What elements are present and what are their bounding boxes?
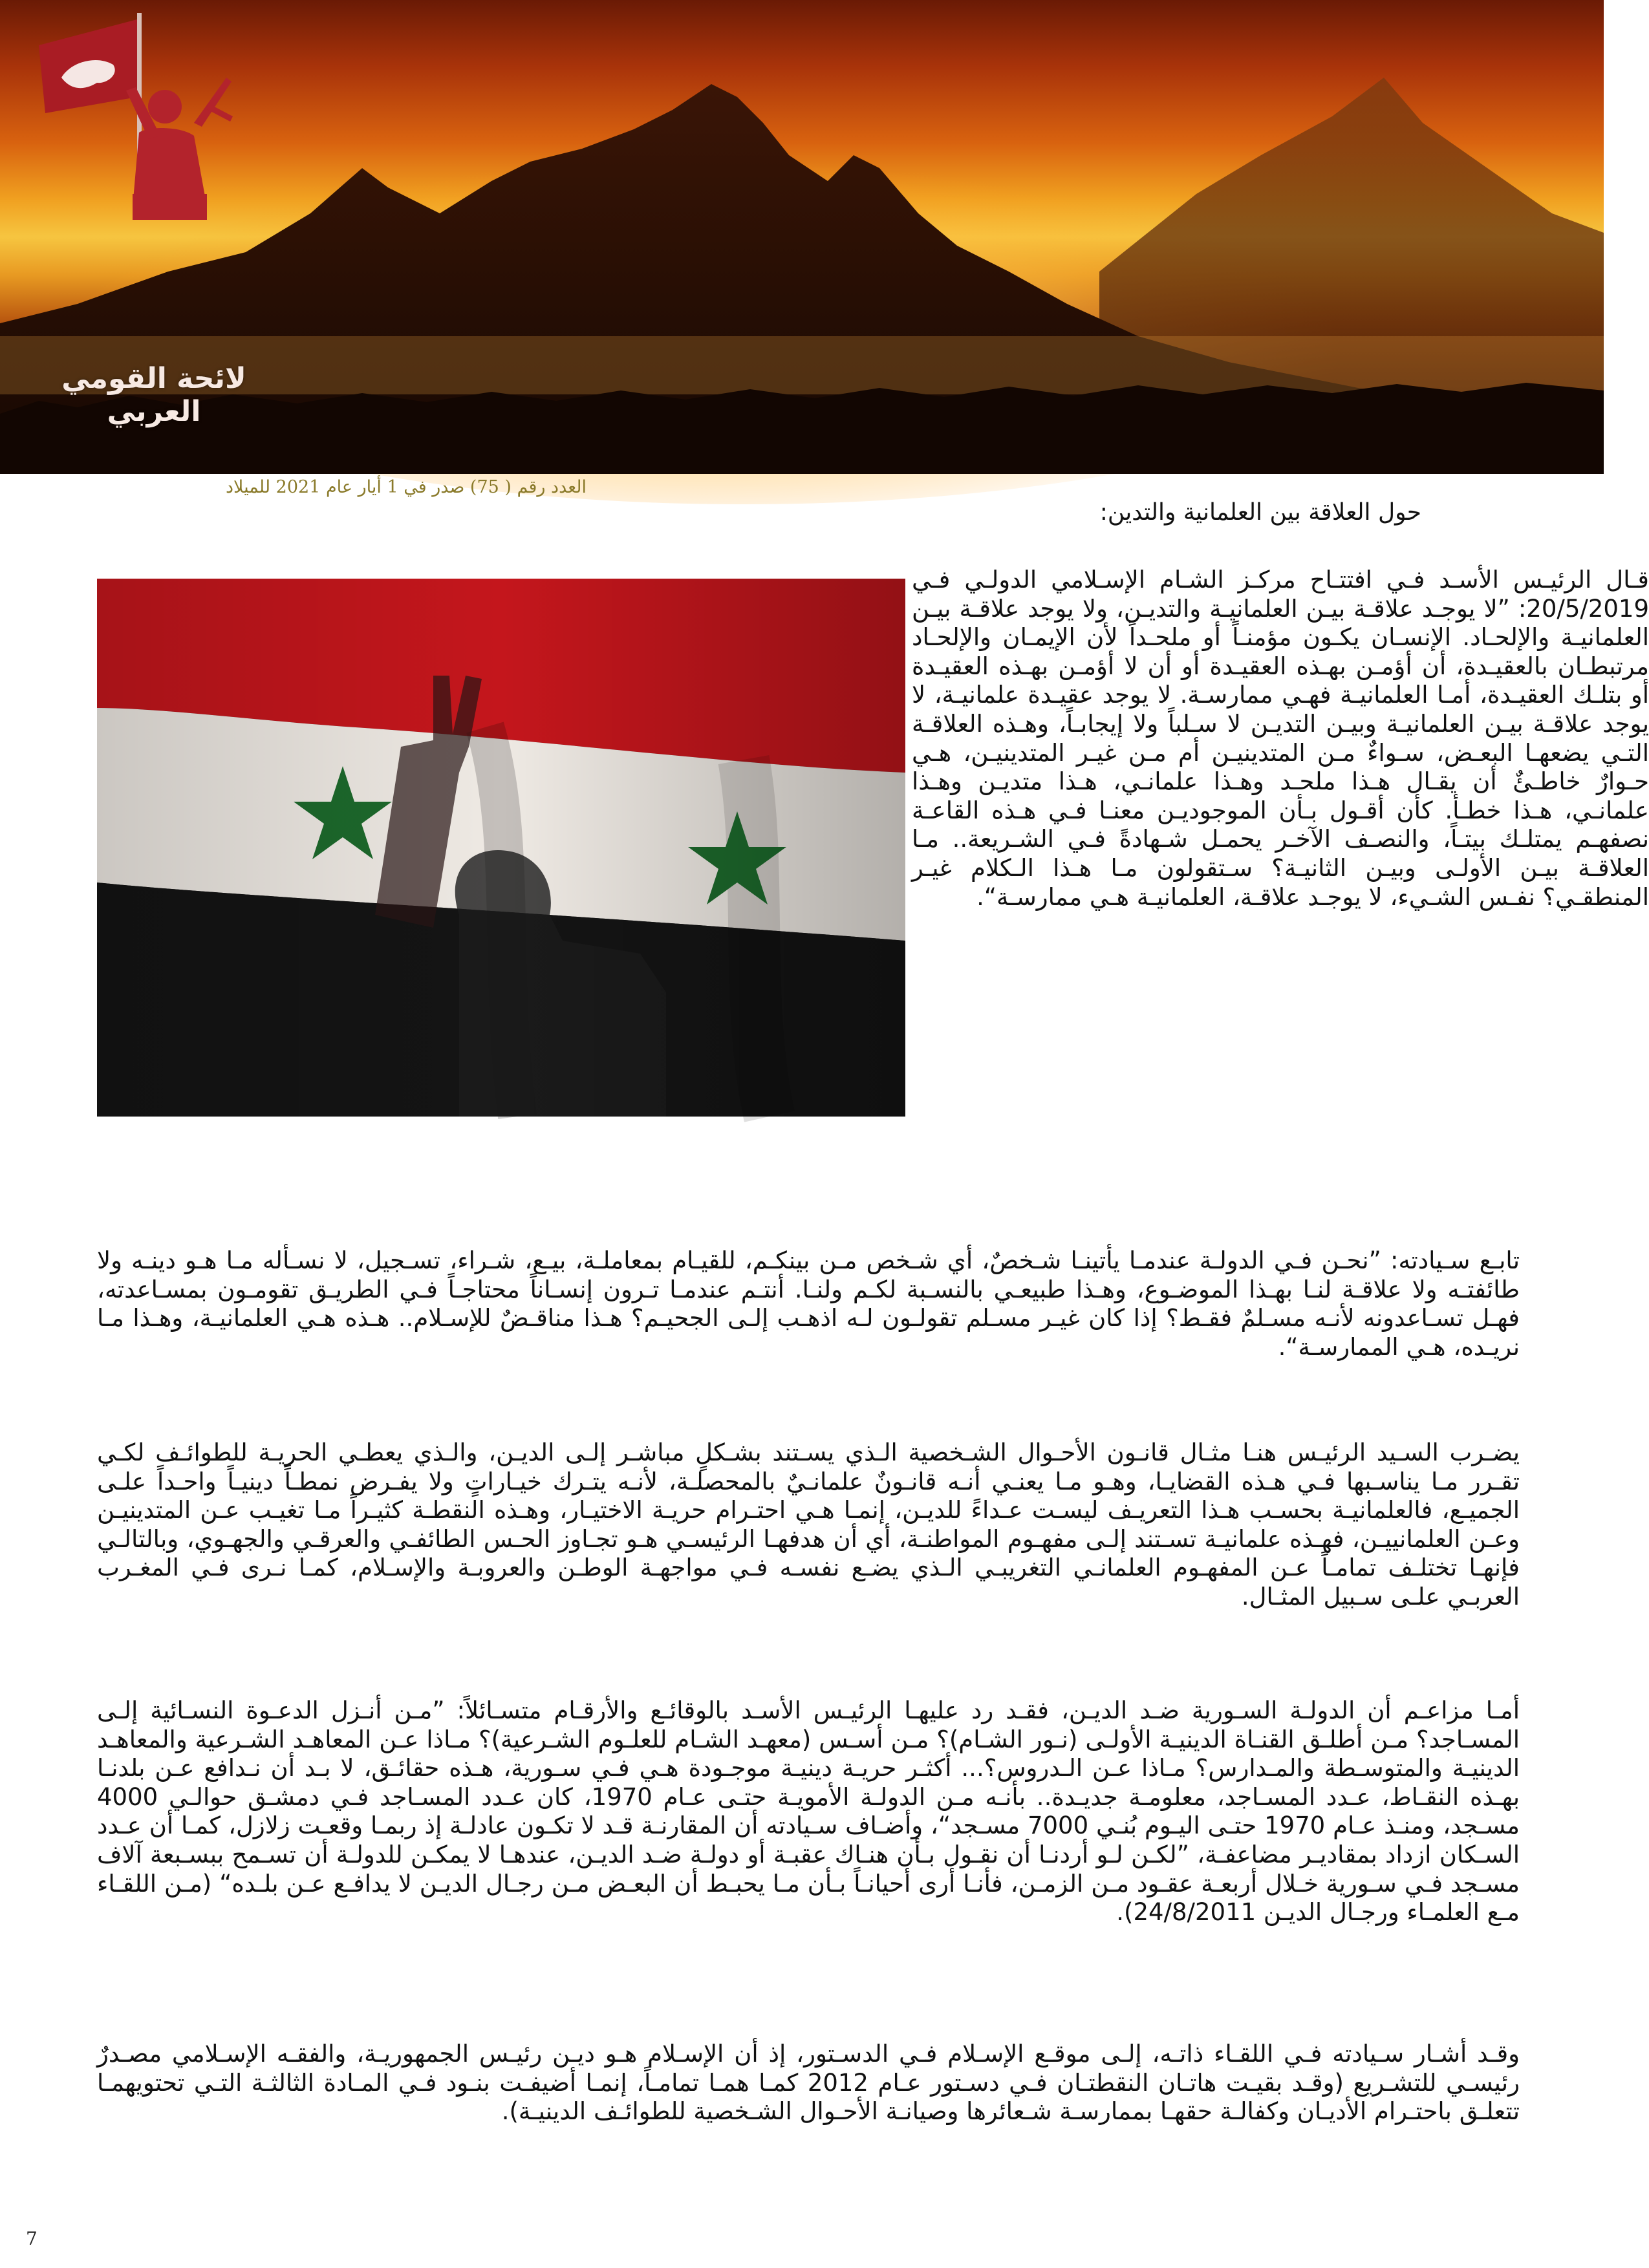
article-paragraph-4: أمـا مزاعـم أن الدولـة السـورية ضـد الديـن، فقـد رد عليهـا الرئيـس الأسـد بالوقائـع والأرقـام متسـائلاً: ”مـن أنـزل الدعـوة النسـائية إلـى المسـاجد؟ مـن أطلـق القنـاة الدينيـة الأولـى (نـور الشـام)؟ مـن أسـس (معهـد الشـام للعلـوم الشـرعية)؟ مـاذا عـن المعاهـد الشـرعية والمعاهـد الدينيـة والمتوسـطة والمـدارس؟ مـاذا عـن الـدروس؟... أكثـر حريـة دينيـة موجـودة هـي فـي سـورية، هـذه حقائـق، لا بـد أن نـدافع عـن بلدنـا بهـذه النقـاط، عـدد المسـاجد، معلومـة جديـدة.. بأنـه مـن الدولـة الأمويـة حتـى عـام 1970، كان عـدد المسـاجد فـي دمشـق حوالـي 4000 مسـجد، ومنـذ عـام 1970 حتـى اليـوم بُنـي 7000 مسـجد“، وأضـاف سـيادته أن المقارنـة قـد لا تكـون عادلـة إذ ربمـا وقعـت زلازل، كمـا أن عـدد السـكان ازداد بمقاديـر مضاعفـة، ”لكـن لـو أردنـا أن نقـول بـأن هنـاك عقبـة أو دولـة ضـد الديـن، عندهـا لا يمكـن للدولـة أن تسـمح ببسـبعة آلاف مسـجد فـي سـورية خـلال أربعـة عقـود مـن الزمـن، فأنـا أرى أحيانـاً بـأن مـا يحبـط أن البعـض مـن رجـال الديـن لا يدافـع عـن بلـده“ (مـن اللقـاء مـع العلمـاء ورجـال الديـن 24/8/2011). xyxy=(97,1696,1520,1927)
article-paragraph-1: قـال الرئيـس الأسـد فـي افتتـاح مركـز الشـام الإسـلامي الدولـي فـي 20/5/2019: ”لا يوجـد علاقـة بيـن العلمانيـة والتديـن، ولا يوجد علاقـة بيـن العلمانيـة والإلحـاد. الإنسـان يكـون مؤمنـاً أو ملحـداً لأن الإيمـان والإلحـاد مرتبطـان بالعقيـدة، أن أؤمـن بهـذه العقيـدة أو أن لا أؤمـن بهـذه العقيـدة أو بتلـك العقيـدة، أمـا العلمانيـة فهـي ممارسـة. لا يوجد عقيـدة علمانيـة، لا يوجد علاقـة بيـن العلمانيـة وبيـن التديـن لا سـلباً ولا إيجابـاً، وهـذه العلاقـة التـي يضعهـا البعـض، سـواءٌ مـن المتدينيـن أم مـن غيـر المتدينيـن، هـي حـوارٌ خاطـئٌ أن يقـال هـذا ملحـد وهـذا علمانـي، هـذا متديـن وهـذا علمانـي، هـذا خطـأ. كأن أقـول بـأن الموجوديـن معنـا فـي هـذه القاعـة نصفهـم يمتلـك بيتـاً، والنصـف الآخـر يحمـل شـهادةً فـي الشـريعة.. مـا العلاقـة بيـن الأولـى وبيـن الثانيـة؟ سـتقولون مـا هـذا الـكلام غيـر المنطقـي؟ نفـس الشـيء، لا يوجـد علاقـة، العلمانيـة هـي ممارسـة“. xyxy=(912,566,1649,911)
syrian-flag-photo xyxy=(97,579,905,1117)
header-banner xyxy=(0,0,1604,474)
article-paragraph-2: تابـع سـيادته: ”نحـن فـي الدولـة عندمـا يأتينـا شـخصٌ، أي شـخص مـن بينكـم، للقيـام بمعاملـة، بيـع، شـراء، تسـجيل، لا نسـأله مـا هـو دينـه ولا طائفتـه ولا علاقـة لنـا بهـذا الموضـوع، وهـذا طبيعـي بالنسـبة لكـم ولنـا. أنتـم عندمـا تـرون إنسـاناً محتاجـاً فـي الطريـق تقومـون بمسـاعدته، فهـل تسـاعدونه لأنـه مسـلمٌ فقـط؟ إذا كان غيـر مسـلم تقولـون لـه اذهـب إلـى الجحيـم؟ هـذا مناقـضٌ للإسـلام.. هـذه هـي العلمانيـة، وهـذا مـا نريـده، هـي الممارسـة“. xyxy=(97,1246,1520,1361)
logo-text: لائحة القومي العربي xyxy=(61,362,246,428)
issue-line: العدد رقم ( 75) صدر في 1 أيار عام 2021 للميلاد xyxy=(226,477,587,497)
article-title: حول العلاقة بين العلمانية والتدين: xyxy=(1099,499,1421,526)
article-paragraph-3: يضـرب السـيد الرئيـس هنـا مثـال قانـون الأحـوال الشـخصية الـذي يسـتند بشـكلٍ مباشـر إلـى الديـن، والـذي يعطـي الحريـة للطوائـف لكـي تقـرر مـا يناسـبها فـي هـذه القضايـا، وهـو مـا يعنـي أنـه قانـونٌ علمانـيٌ بالمحصلـة، لأنـه يتـرك خيـاراتٍ ولا يفـرض نمطـاً دينيـاً واحـداً علـى الجميـع، فالعلمانيـة بحسـب هـذا التعريـف ليسـت عـداءً للديـن، إنمـا هـي احتـرام حريـة الاختيـار، وهـذه النقطـة كثيـراً مـا تغيـب عـن المتدينيـن وعـن العلمانييـن، فهـذه علمانيـة تسـتند إلـى مفهـوم المواطنـة، أي أن هدفهـا الرئيسـي هـو تجـاوز الحـس الطائفـي والعرقـي والجهـوي، وبالتالـي فإنهـا تختلـف تمامـاً عـن المفهـوم العلمانـي التغريبـي الـذي يضـع نفسـه فـي مواجهـة الوطـن والعروبـة والإسـلام، كمـا نـرى فـي المغـرب العربـي علـى سـبيل المثـال. xyxy=(97,1439,1520,1610)
page-number: 7 xyxy=(26,2228,38,2249)
logo-icon xyxy=(0,0,259,259)
article-paragraph-5: وقـد أشـار سـيادته فـي اللقـاء ذاتـه، إلـى موقـع الإسـلام فـي الدسـتور، إذ أن الإسـلام هـو ديـن رئيـس الجمهوريـة، والفقـه الإسـلامي مصـدرٌ رئيسـي للتشـريع (وقـد بقيـت هاتـان النقطتـان فـي دسـتور عـام 2012 كمـا همـا تمامـاً، إنمـا أضيفـت بنـود فـي المـادة الثالثـة التـي تحتويهمـا تتعلـق باحتـرام الأديـان وكفالـة حقهـا بممارسـة شـعائرها وصيانـة الأحـوال الشـخصية للطوائـف الدينيـة). xyxy=(97,2040,1520,2126)
